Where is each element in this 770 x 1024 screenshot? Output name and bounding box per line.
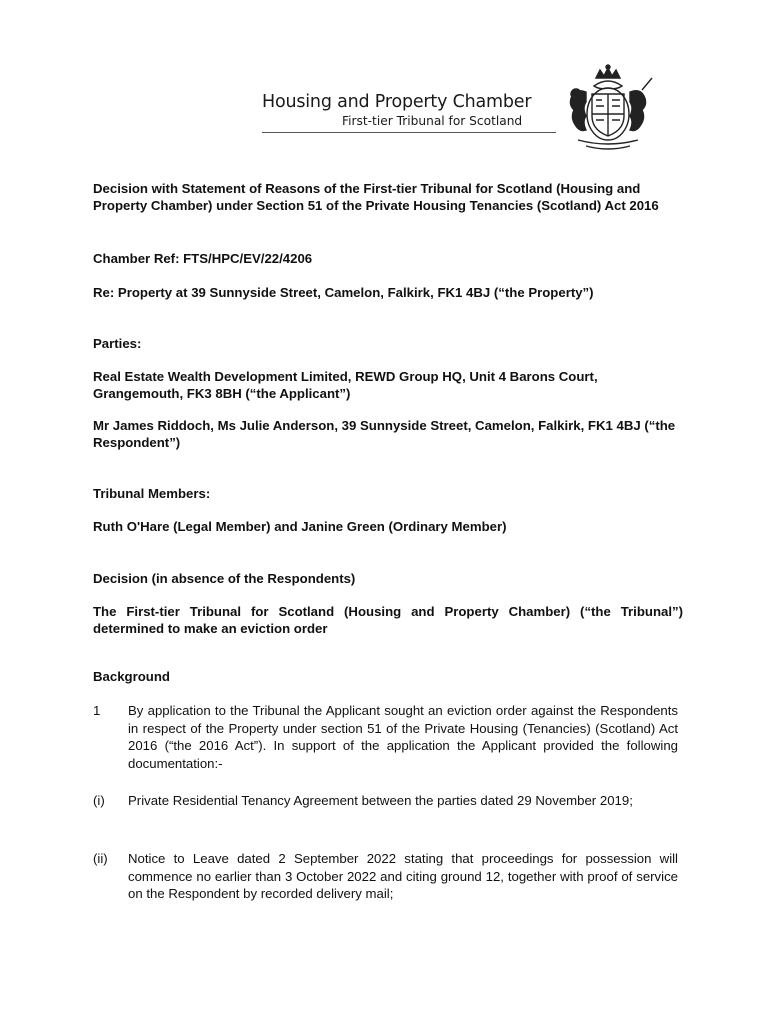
background-heading: Background [93,669,170,684]
tribunal-members: Ruth O'Hare (Legal Member) and Janine Green (Ordinary Member) [93,519,507,534]
royal-coat-of-arms-icon [556,64,656,152]
item-number: 1 [93,703,101,718]
chamber-subtitle: First-tier Tribunal for Scotland [342,114,523,128]
chamber-title: Housing and Property Chamber [262,92,532,112]
item-text: Notice to Leave dated 2 September 2022 stating that proceedings for possession will commence no earlier than 3 October 2022 and citing ground 12, together with proof of service on the Respondent by recorded delivery mail; [128,851,678,902]
document-heading: Decision with Statement of Reasons of the First-tier Tribunal for Scotland (Housing and Property Chamber) under Section 51 of the Private Housing Tenancies (Scotland) Act 2016 [93,181,659,213]
item-number: (i) [93,793,105,808]
decision-statement: The First-tier Tribunal for Scotland (Housing and Property Chamber) (“the Tribunal”) determined to make an eviction order [93,604,683,636]
property-reference: Re: Property at 39 Sunnyside Street, Camelon, Falkirk, FK1 4BJ (“the Property”) [93,285,594,300]
letterhead-divider [262,132,556,133]
parties-heading: Parties: [93,336,142,351]
respondent-details: Mr James Riddoch, Ms Julie Anderson, 39 Sunnyside Street, Camelon, Falkirk, FK1 4BJ (“the Respondent”) [93,418,676,450]
letterhead [262,92,552,128]
decision-heading: Decision (in absence of the Respondents) [93,571,356,586]
members-heading: Tribunal Members: [93,486,211,501]
chamber-reference: Chamber Ref: FTS/HPC/EV/22/4206 [93,251,313,266]
applicant-details: Real Estate Wealth Development Limited, REWD Group HQ, Unit 4 Barons Court, Grangemouth, FK3 8BH (“the Applicant”) [93,369,598,401]
item-number: (ii) [93,851,108,866]
item-text: By application to the Tribunal the Applicant sought an eviction order against the Respondents in respect of the Property under section 51 of the Private Housing (Tenancies) (Scotland) Act 2016 (“the 2016 Act”). In support of the application the Applicant provided the following documentation:- [128,703,678,771]
item-text: Private Residential Tenancy Agreement between the parties dated 29 November 2019; [128,793,633,808]
